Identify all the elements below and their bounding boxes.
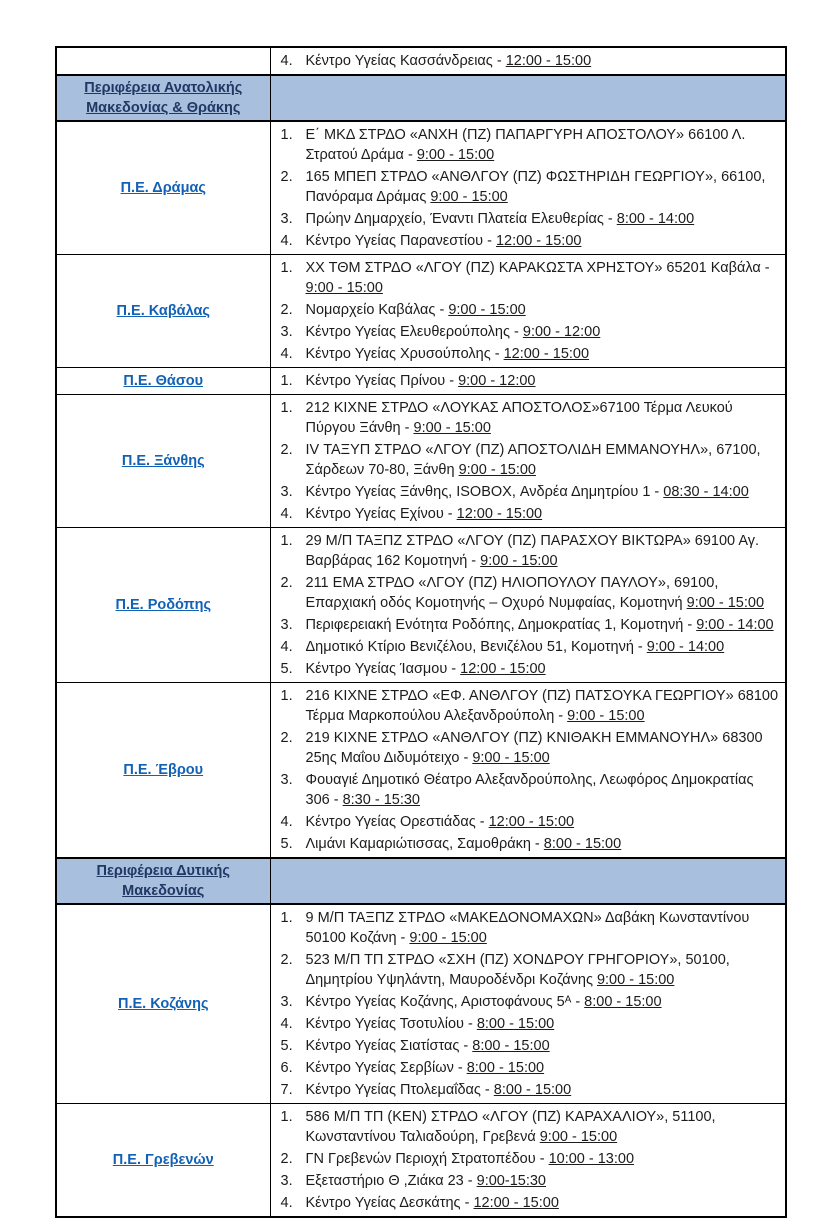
item-text: Κέντρο Υγείας Ορεστιάδας - 12:00 - 15:00 bbox=[305, 814, 575, 830]
region-link[interactable]: Π.Ε. Ξάνθης bbox=[121, 453, 205, 469]
item-text: Κέντρο Υγείας Ελευθερούπολης - 9:00 - 12:00 bbox=[305, 324, 601, 340]
location-item bbox=[271, 481, 782, 503]
item-number: 1. bbox=[280, 1109, 293, 1125]
item-hours: 9:00 - 15:00 bbox=[686, 595, 765, 611]
item-number: 3. bbox=[280, 617, 293, 633]
item-number: 5. bbox=[280, 836, 293, 852]
item-hours: 9:00 - 15:00 bbox=[430, 189, 508, 205]
region-link[interactable]: Π.Ε. Καβάλας bbox=[116, 303, 210, 319]
item-text: Κέντρο Υγείας Κασσάνδρειας - 12:00 - 15:00 bbox=[305, 53, 592, 69]
location-item bbox=[271, 166, 782, 208]
location-item bbox=[271, 208, 782, 230]
locations-cell bbox=[270, 255, 786, 368]
region-group-title: Περιφέρεια Ανατολικής Μακεδονίας & Θράκης bbox=[84, 80, 243, 116]
item-text: Κέντρο Υγείας Χρυσούπολης - 12:00 - 15:00 bbox=[305, 346, 590, 362]
region-row bbox=[56, 683, 786, 859]
locations-cell bbox=[270, 75, 786, 121]
location-item bbox=[271, 614, 782, 636]
item-number: 5. bbox=[280, 661, 293, 677]
item-number: 4. bbox=[280, 814, 293, 830]
item-hours: 9:00 - 15:00 bbox=[448, 302, 526, 318]
item-number: 3. bbox=[280, 324, 293, 340]
item-number: 4. bbox=[280, 233, 293, 249]
item-hours: 12:00 - 15:00 bbox=[460, 661, 546, 677]
item-number: 6. bbox=[280, 1060, 293, 1076]
item-number: 7. bbox=[280, 1082, 293, 1098]
item-number: 1. bbox=[280, 688, 293, 704]
location-item bbox=[271, 991, 782, 1013]
item-hours: 9:00 - 15:00 bbox=[472, 750, 550, 766]
item-number: 1. bbox=[280, 260, 293, 276]
location-item bbox=[271, 1106, 782, 1148]
item-hours: 12:00 - 15:00 bbox=[503, 346, 590, 362]
item-text: 211 ΕΜΑ ΣΤΡΔΟ «ΛΓΟΥ (ΠΖ) ΗΛΙΟΠΟΥΛΟΥ ΠΑΥΛΟΥ», 69100, Επαρχιακή οδός Κομοτηνής – Οχυρό Νυμφαίας, Κομοτηνή 9:00 - 15:00 bbox=[305, 575, 765, 611]
location-item bbox=[271, 343, 782, 365]
locations-cell bbox=[270, 904, 786, 1104]
location-item bbox=[271, 658, 782, 680]
item-number: 2. bbox=[280, 169, 293, 185]
item-hours: 9:00 - 15:00 bbox=[416, 147, 495, 163]
item-hours: 9:00 - 12:00 bbox=[458, 373, 536, 389]
location-item bbox=[271, 257, 782, 299]
item-hours: 9:00 - 15:00 bbox=[480, 553, 558, 569]
region-row bbox=[56, 1104, 786, 1218]
locations-cell bbox=[270, 47, 786, 75]
item-hours: 9:00-15:30 bbox=[476, 1173, 546, 1189]
region-name-cell bbox=[56, 1104, 270, 1218]
item-hours: 8:30 - 15:30 bbox=[342, 792, 420, 808]
location-item bbox=[271, 1057, 782, 1079]
item-text: Κέντρο Υγείας Ξάνθης, ISOBOX, Ανδρέα Δημητρίου 1 - 08:30 - 14:00 bbox=[305, 484, 749, 500]
location-item bbox=[271, 321, 782, 343]
item-number: 4. bbox=[280, 346, 293, 362]
region-row bbox=[56, 368, 786, 395]
region-group-title: Περιφέρεια Δυτικής Μακεδονίας bbox=[96, 863, 230, 899]
item-hours: 9:00 - 14:00 bbox=[696, 617, 774, 633]
item-text: ΓΝ Γρεβενών Περιοχή Στρατοπέδου - 10:00 - 13:00 bbox=[305, 1151, 635, 1167]
item-hours: 9:00 - 15:00 bbox=[567, 708, 645, 724]
location-item bbox=[271, 685, 782, 727]
item-number: 4. bbox=[280, 639, 293, 655]
item-number: 2. bbox=[280, 730, 293, 746]
location-item bbox=[271, 124, 782, 166]
item-hours: 12:00 - 15:00 bbox=[456, 506, 543, 522]
locations-cell bbox=[270, 121, 786, 255]
item-text: 9 Μ/Π ΤΑΞΠΖ ΣΤΡΔΟ «ΜΑΚΕΔΟΝΟΜΑΧΩΝ» Δαβάκη Κωνσταντίνου 50100 Κοζάνη - 9:00 - 15:00 bbox=[305, 910, 750, 946]
region-row bbox=[56, 904, 786, 1104]
region-name-cell bbox=[56, 395, 270, 528]
region-row bbox=[56, 121, 786, 255]
location-item bbox=[271, 1035, 782, 1057]
item-hours: 9:00 - 14:00 bbox=[646, 639, 725, 655]
item-text: Κέντρο Υγείας Παρανεστίου - 12:00 - 15:00 bbox=[305, 233, 582, 249]
item-text: Πρώην Δημαρχείο, Έναντι Πλατεία Ελευθερίας - 8:00 - 14:00 bbox=[305, 211, 695, 227]
location-item bbox=[271, 1079, 782, 1101]
item-text: Φουαγιέ Δημοτικό Θέατρο Αλεξανδρούπολης, Λεωφόρος Δημοκρατίας 306 - 8:30 - 15:30 bbox=[305, 772, 754, 808]
item-text: IV ΤΑΞΥΠ ΣΤΡΔΟ «ΛΓΟΥ (ΠΖ) ΑΠΟΣΤΟΛΙΔΗ ΕΜΜΑΝΟΥΗΛ», 67100, Σάρδεων 70-80, Ξάνθη 9:00 - 15:00 bbox=[305, 442, 761, 478]
region-name-cell bbox=[56, 47, 270, 75]
item-hours: 9:00 - 15:00 bbox=[596, 972, 675, 988]
item-number: 4. bbox=[280, 506, 293, 522]
item-text: ΧΧ ΤΘΜ ΣΤΡΔΟ «ΛΓΟΥ (ΠΖ) ΚΑΡΑΚΩΣΤΑ ΧΡΗΣΤΟΥ» 65201 Καβάλα - 9:00 - 15:00 bbox=[305, 260, 770, 296]
item-hours: 8:00 - 15:00 bbox=[466, 1060, 545, 1076]
region-name-cell bbox=[56, 528, 270, 683]
item-hours: 8:00 - 15:00 bbox=[493, 1082, 572, 1098]
location-item bbox=[271, 949, 782, 991]
region-name-cell bbox=[56, 75, 270, 121]
location-item bbox=[271, 439, 782, 481]
item-hours: 9:00 - 15:00 bbox=[305, 280, 383, 296]
location-item bbox=[271, 572, 782, 614]
item-hours: 8:00 - 15:00 bbox=[584, 994, 662, 1010]
item-text: Κέντρο Υγείας Πτολεμαΐδας - 8:00 - 15:00 bbox=[305, 1082, 572, 1098]
item-text: 523 Μ/Π ΤΠ ΣΤΡΔΟ «ΣΧΗ (ΠΖ) ΧΟΝΔΡΟΥ ΓΡΗΓΟΡΙΟΥ», 50100, Δημητρίου Υψηλάντη, Μαυροδένδρι Κοζάνης 9:00 - 15:00 bbox=[305, 952, 730, 988]
item-text: 212 ΚΙΧΝΕ ΣΤΡΔΟ «ΛΟΥΚΑΣ ΑΠΟΣΤΟΛΟΣ»67100 Τέρμα Λευκού Πύργου Ξάνθη - 9:00 - 15:00 bbox=[305, 400, 733, 436]
item-hours: 8:00 - 15:00 bbox=[472, 1038, 550, 1054]
location-item bbox=[271, 50, 782, 72]
item-hours: 9:00 - 15:00 bbox=[539, 1129, 618, 1145]
item-number: 1. bbox=[280, 127, 293, 143]
item-number: 2. bbox=[280, 575, 293, 591]
item-number: 1. bbox=[280, 373, 293, 389]
item-hours: 12:00 - 15:00 bbox=[488, 814, 575, 830]
item-number: 2. bbox=[280, 952, 293, 968]
item-text: Περιφερειακή Ενότητα Ροδόπης, Δημοκρατίας 1, Κομοτηνή - 9:00 - 14:00 bbox=[305, 617, 774, 633]
item-text: 219 ΚΙΧΝΕ ΣΤΡΔΟ «ΑΝΘΛΓΟΥ (ΠΖ) ΚΝΙΘΑΚΗ ΕΜΜΑΝΟΥΗΛ» 68300 25ης Μαΐου Διδυμότειχο - 9:00 - 15:00 bbox=[305, 730, 763, 766]
item-hours: 12:00 - 15:00 bbox=[505, 53, 592, 69]
item-text: Νομαρχείο Καβάλας - 9:00 - 15:00 bbox=[305, 302, 526, 318]
item-hours: 8:00 - 15:00 bbox=[476, 1016, 555, 1032]
item-number: 2. bbox=[280, 442, 293, 458]
location-item bbox=[271, 299, 782, 321]
location-item bbox=[271, 370, 782, 392]
region-link[interactable]: Π.Ε. Κοζάνης bbox=[118, 996, 209, 1012]
item-hours: 9:00 - 15:00 bbox=[409, 930, 487, 946]
item-text: 165 ΜΠΕΠ ΣΤΡΔΟ «ΑΝΘΛΓΟΥ (ΠΖ) ΦΩΣΤΗΡΙΔΗ ΓΕΩΡΓΙΟΥ», 66100, Πανόραμα Δράμας 9:00 - 15:00 bbox=[305, 169, 766, 205]
item-number: 3. bbox=[280, 211, 293, 227]
item-hours: 8:00 - 15:00 bbox=[543, 836, 622, 852]
location-item bbox=[271, 1170, 782, 1192]
item-text: Ε΄ ΜΚΔ ΣΤΡΔΟ «ΑΝΧΗ (ΠΖ) ΠΑΠΑΡΓΥΡΗ ΑΠΟΣΤΟΛΟΥ» 66100 Λ. Στρατού Δράμα - 9:00 - 15:00 bbox=[305, 127, 746, 163]
locations-cell bbox=[270, 395, 786, 528]
location-item bbox=[271, 530, 782, 572]
location-item bbox=[271, 636, 782, 658]
location-item bbox=[271, 1192, 782, 1214]
item-number: 5. bbox=[280, 1038, 293, 1054]
region-row bbox=[56, 395, 786, 528]
item-text: Κέντρο Υγείας Πρίνου - 9:00 - 12:00 bbox=[305, 373, 536, 389]
region-name-cell bbox=[56, 904, 270, 1104]
item-number: 1. bbox=[280, 400, 293, 416]
item-text: Εξεταστήριο Θ ,Ζιάκα 23 - 9:00-15:30 bbox=[305, 1173, 546, 1189]
item-number: 1. bbox=[280, 910, 293, 926]
item-text: Κέντρο Υγείας Ίασμου - 12:00 - 15:00 bbox=[305, 661, 546, 677]
item-text: Κέντρο Υγείας Κοζάνης, Αριστοφάνους 5ᴬ - 8:00 - 15:00 bbox=[305, 994, 662, 1010]
item-number: 4. bbox=[280, 53, 293, 69]
locations-cell bbox=[270, 368, 786, 395]
item-number: 4. bbox=[280, 1195, 293, 1211]
item-text: Κέντρο Υγείας Σερβίων - 8:00 - 15:00 bbox=[305, 1060, 545, 1076]
region-group-header-row bbox=[56, 75, 786, 121]
locations-cell bbox=[270, 1104, 786, 1218]
item-text: Κέντρο Υγείας Δεσκάτης - 12:00 - 15:00 bbox=[305, 1195, 559, 1211]
item-text: Λιμάνι Καμαριώτισσας, Σαμοθράκη - 8:00 - 15:00 bbox=[305, 836, 622, 852]
location-item bbox=[271, 727, 782, 769]
region-name-cell bbox=[56, 255, 270, 368]
region-link[interactable]: Π.Ε. Ροδόπης bbox=[115, 597, 211, 613]
region-name-cell bbox=[56, 683, 270, 859]
region-link[interactable]: Π.Ε. Γρεβενών bbox=[112, 1152, 214, 1168]
item-hours: 10:00 - 13:00 bbox=[548, 1151, 635, 1167]
region-row bbox=[56, 528, 786, 683]
location-item bbox=[271, 1013, 782, 1035]
region-name-cell bbox=[56, 368, 270, 395]
region-name-cell bbox=[56, 121, 270, 255]
location-item bbox=[271, 230, 782, 252]
item-text: 586 Μ/Π ΤΠ (ΚΕΝ) ΣΤΡΔΟ «ΛΓΟΥ (ΠΖ) ΚΑΡΑΧΑΛΙΟΥ», 51100, Κωνσταντίνου Ταλιαδούρη, Γρεβενά 9:00 - 15:00 bbox=[305, 1109, 716, 1145]
item-hours: 9:00 - 15:00 bbox=[413, 420, 491, 436]
location-item bbox=[271, 503, 782, 525]
region-row bbox=[56, 255, 786, 368]
item-number: 3. bbox=[280, 994, 293, 1010]
item-hours: 9:00 - 15:00 bbox=[458, 462, 536, 478]
location-item bbox=[271, 769, 782, 811]
item-number: 3. bbox=[280, 1173, 293, 1189]
location-item bbox=[271, 397, 782, 439]
region-link[interactable]: Π.Ε. Έβρου bbox=[123, 762, 204, 778]
region-group-header-row bbox=[56, 858, 786, 904]
region-link[interactable]: Π.Ε. Δράμας bbox=[120, 180, 206, 196]
location-item bbox=[271, 833, 782, 855]
region-name-cell bbox=[56, 858, 270, 904]
item-number: 3. bbox=[280, 484, 293, 500]
item-number: 1. bbox=[280, 533, 293, 549]
item-number: 4. bbox=[280, 1016, 293, 1032]
item-text: Δημοτικό Κτίριο Βενιζέλου, Βενιζέλου 51, Κομοτηνή - 9:00 - 14:00 bbox=[305, 639, 725, 655]
item-hours: 9:00 - 12:00 bbox=[522, 324, 601, 340]
locations-cell bbox=[270, 858, 786, 904]
region-link[interactable]: Π.Ε. Θάσου bbox=[123, 373, 204, 389]
location-item bbox=[271, 811, 782, 833]
item-number: 2. bbox=[280, 302, 293, 318]
region-row bbox=[56, 47, 786, 75]
locations-cell bbox=[270, 683, 786, 859]
locations-table bbox=[55, 46, 787, 1218]
item-hours: 12:00 - 15:00 bbox=[473, 1195, 559, 1211]
location-item bbox=[271, 907, 782, 949]
item-hours: 8:00 - 14:00 bbox=[616, 211, 695, 227]
item-text: Κέντρο Υγείας Σιατίστας - 8:00 - 15:00 bbox=[305, 1038, 550, 1054]
locations-cell bbox=[270, 528, 786, 683]
item-hours: 08:30 - 14:00 bbox=[663, 484, 749, 500]
item-number: 3. bbox=[280, 772, 293, 788]
location-item bbox=[271, 1148, 782, 1170]
item-text: 216 ΚΙΧΝΕ ΣΤΡΔΟ «ΕΦ. ΑΝΘΛΓΟΥ (ΠΖ) ΠΑΤΣΟΥΚΑ ΓΕΩΡΓΙΟΥ» 68100 Τέρμα Μαρκοπούλου Αλεξανδρούπολη - 9:00 - 15:00 bbox=[305, 688, 779, 724]
item-hours: 12:00 - 15:00 bbox=[495, 233, 582, 249]
item-text: Κέντρο Υγείας Εχίνου - 12:00 - 15:00 bbox=[305, 506, 543, 522]
item-text: 29 Μ/Π ΤΑΞΠΖ ΣΤΡΔΟ «ΛΓΟΥ (ΠΖ) ΠΑΡΑΣΧΟΥ ΒΙΚΤΩΡΑ» 69100 Αγ. Βαρβάρας 162 Κομοτηνή - 9:00 - 15:00 bbox=[305, 533, 760, 569]
locations-table-body bbox=[56, 47, 786, 1217]
item-number: 2. bbox=[280, 1151, 293, 1167]
item-text: Κέντρο Υγείας Τσοτυλίου - 8:00 - 15:00 bbox=[305, 1016, 555, 1032]
